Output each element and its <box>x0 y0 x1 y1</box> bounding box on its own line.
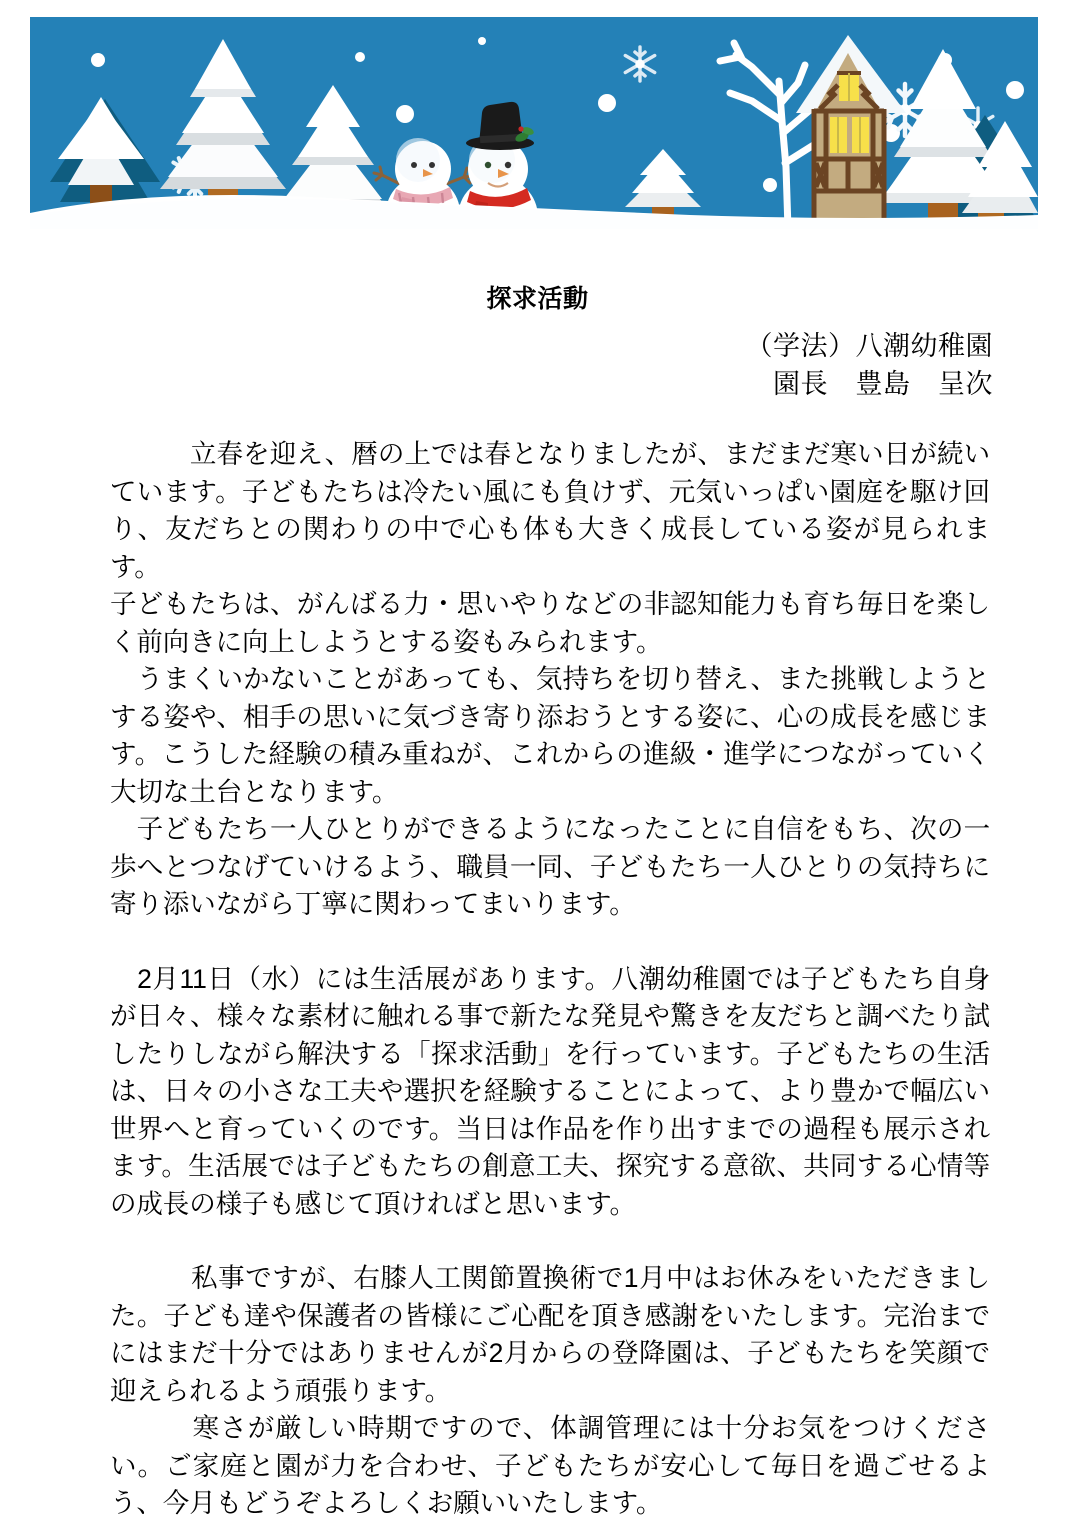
principal-name: 園長 豊島 呈次 <box>773 369 993 399</box>
paragraph-4: 子どもたち一人ひとりができるようになったことに自信をもち、次の一歩へとつなげていけるよう、職員一同、子どもたち一人ひとりの気持ちに寄り添いながら丁寧に関わってまいります。 <box>110 814 990 919</box>
paragraph-3: うまくいかないことがあっても、気持ちを切り替え、また挑戦しようとする姿や、相手の思いに気づき寄り添おうとする姿に、心の成長を感じます。こうした経験の積み重ねが、これからの進級・進学につながっていく大切な土台となります。 <box>110 664 990 807</box>
paragraph-7: 寒さが厳しい時期ですので、体調管理には十分お気をつけください。ご家庭と園が力を合わせ、子どもたちが安心して毎日を過ごせるよう、今月もどうぞよろしくお願いいたします。 <box>110 1413 990 1518</box>
winter-banner-illustration <box>30 17 1038 229</box>
page-title: 探求活動 <box>486 285 589 313</box>
snowman-eye <box>411 162 417 168</box>
snowman-eye <box>485 162 491 168</box>
snowman-eye <box>505 162 511 168</box>
body-text <box>0 403 1075 1523</box>
paragraph-6: 私事ですが、右膝人工関節置換術で1月中はお休みをいただきました。子ども達や保護者の皆様にご心配を頂き感謝をいたします。完治までにはまだ十分ではありませんが2月からの登降園は、子どもたちを笑顔で迎えられるよう頑張ります。 <box>110 1263 990 1406</box>
paragraph-2: 子どもたちは、がんばる力・思いやりなどの非認知能力も育ち毎日を楽しく前向きに向上しようとする姿もみられます。 <box>110 589 990 657</box>
banner-svg <box>30 17 1038 229</box>
document-content <box>0 229 1075 1523</box>
spacer <box>110 403 990 436</box>
signature-block <box>0 315 1075 403</box>
spacer <box>110 1223 990 1260</box>
paragraph-1: 立春を迎え、暦の上では春となりましたが、まだまだ寒い日が続いています。子どもたちは冷たい風にも負けず、元気いっぱい園庭を駆け回り、友だちとの関わりの中で心も体も大きく成長している姿が見られます。 <box>110 439 990 582</box>
spacer <box>110 924 990 961</box>
school-name: （学法）八潮幼稚園 <box>745 331 993 361</box>
snowman-eye <box>429 162 435 168</box>
paragraph-5: 2月11日（水）には生活展があります。八潮幼稚園では子どもたち自身が日々、様々な素材に触れる事で新たな発見や驚きを友だちと調べたり試したりしながら解決する「探求活動」を行っています。子どもたちの生活は、日々の小さな工夫や選択を経験することによって、より豊かで幅広い世界へと育っていくのです。当日は作品を作り出すまでの過程も展示されます。生活展では子どもたちの創意工夫、探究する意欲、共同する心情等の成長の様子も感じて頂ければと思います。 <box>110 963 990 1219</box>
